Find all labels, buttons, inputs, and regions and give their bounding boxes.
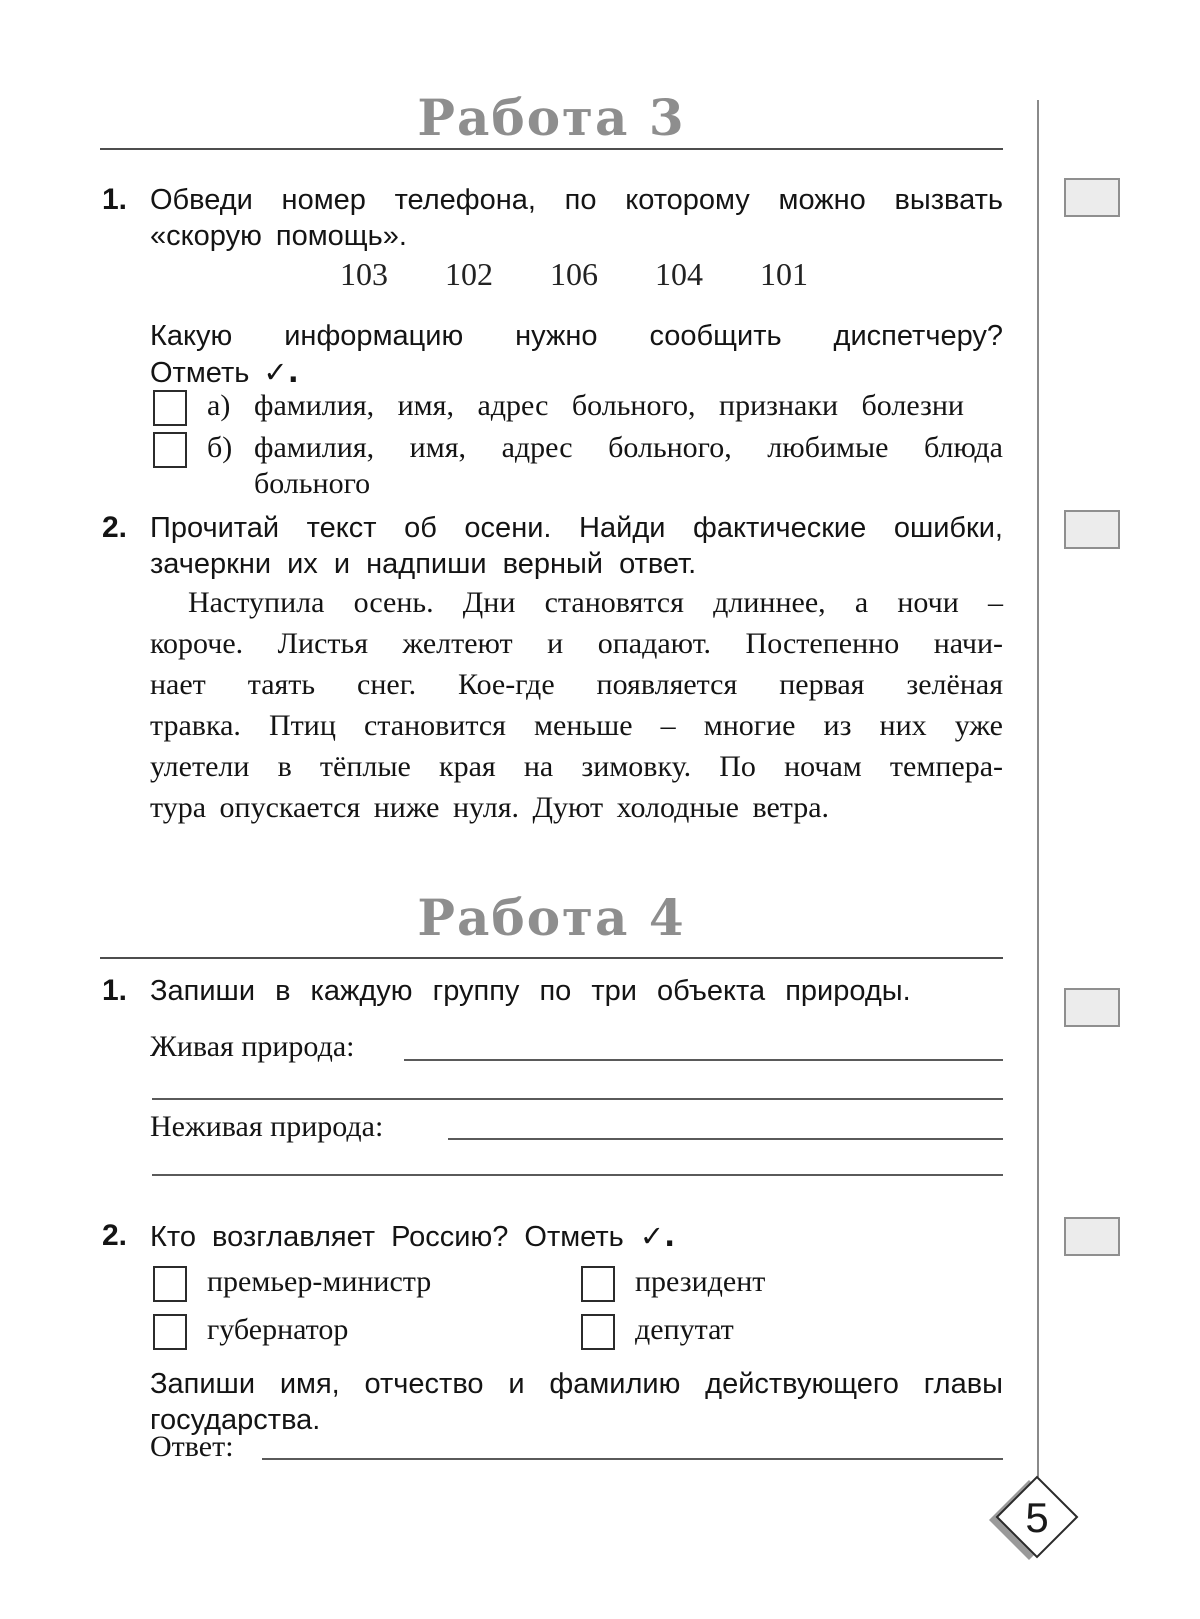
work3-task1-question [100, 318, 1003, 391]
phone-number-option[interactable]: 106 [550, 256, 598, 292]
checkbox[interactable] [581, 1266, 615, 1302]
margin-score-box[interactable] [1064, 1217, 1120, 1256]
page-number-text: 5 [1025, 1494, 1049, 1541]
options-row-2 [153, 1312, 1003, 1350]
task-text-line: зачеркни их и надпиши верный ответ. [150, 548, 697, 580]
checkbox[interactable] [581, 1314, 615, 1350]
option-premier [153, 1264, 581, 1302]
answer-blank-line[interactable] [404, 1059, 1003, 1061]
option-text: фамилия, имя, адрес больного, признаки болезни [254, 389, 964, 422]
option-row-a [153, 388, 1003, 426]
task-number: 1. [102, 974, 128, 1007]
nonliving-nature-label: Неживая природа: [150, 1110, 384, 1143]
answer-label: Ответ: [150, 1430, 234, 1463]
option-letter: а) [207, 389, 231, 422]
phone-number-option[interactable]: 103 [340, 256, 388, 292]
passage-line: короче. Листья желтеют и опадают. Постепенно начи- [150, 627, 1003, 660]
checkmark-glyph: ✓. [263, 355, 299, 389]
checkbox[interactable] [153, 390, 187, 426]
answer-blank-line[interactable] [262, 1458, 1003, 1460]
passage-line: улетели в тёплые края на зимовку. По ночам темпера- [150, 750, 1003, 783]
margin-score-box[interactable] [1064, 510, 1120, 549]
task-number: 2. [102, 511, 128, 544]
answer-blank-line[interactable] [152, 1174, 1003, 1176]
option-letter: б) [207, 431, 233, 464]
passage-line: нает таять снег. Кое-где появляется первая зелёная [150, 668, 1003, 701]
phone-number-option[interactable]: 104 [655, 256, 703, 292]
passage-line: тура опускается ниже нуля. Дуют холодные ветра. [150, 791, 830, 824]
page-number-diamond [985, 1465, 1089, 1569]
passage-line: Наступила осень. Дни становятся длиннее, а ночи – [188, 586, 1003, 619]
options-row-1 [153, 1264, 1003, 1302]
option-governor [153, 1312, 581, 1350]
phone-numbers-row [340, 256, 808, 293]
question-line: Отметь ✓. [150, 355, 299, 389]
question-line: Какую информацию нужно сообщить диспетчеру? [150, 320, 1003, 352]
reading-passage [150, 582, 1003, 828]
option-label: депутат [635, 1313, 734, 1346]
task-text-line: «скорую помощь». [150, 220, 407, 252]
task-number: 2. [102, 1219, 128, 1252]
work4-task1 [100, 973, 1003, 1009]
answer-blank-line[interactable] [152, 1098, 1003, 1100]
option-label: президент [635, 1265, 766, 1298]
option-row-b [153, 430, 1003, 502]
task-text-line: государства. [150, 1404, 321, 1436]
margin-score-box[interactable] [1064, 988, 1120, 1027]
work3-task1 [100, 182, 1003, 254]
work4-task2 [100, 1218, 1003, 1255]
work3-task2 [100, 510, 1003, 582]
checkbox[interactable] [153, 1266, 187, 1302]
task-text-line: Запиши в каждую группу по три объекта природы. [150, 975, 911, 1007]
living-nature-label: Живая природа: [150, 1030, 355, 1063]
work4-title-rule [100, 957, 1003, 959]
task-text-line: Прочитай текст об осени. Найди фактические ошибки, [150, 512, 1003, 544]
work3-title-rule [100, 148, 1003, 150]
option-text-line: фамилия, имя, адрес больного, любимые блюда [254, 431, 1003, 464]
answer-blank-line[interactable] [448, 1138, 1003, 1140]
checkmark-glyph: ✓. [639, 1219, 676, 1253]
passage-line: травка. Птиц становится меньше – многие из них уже [150, 709, 1003, 742]
work4-title: Работа 4 [417, 888, 686, 947]
option-text-line: больного [254, 467, 371, 500]
option-deputy [581, 1312, 734, 1350]
work4-task2-write [100, 1366, 1003, 1438]
work3-title: Работа 3 [417, 88, 686, 147]
checkbox[interactable] [153, 1314, 187, 1350]
checkbox[interactable] [153, 432, 187, 468]
margin-score-box[interactable] [1064, 178, 1120, 217]
task-text-line: Обведи номер телефона, по которому можно вызвать [150, 184, 1003, 216]
option-label: премьер-министр [207, 1265, 432, 1298]
phone-number-option[interactable]: 101 [760, 256, 808, 292]
task-number: 1. [102, 183, 128, 216]
task-text-line: Кто возглавляет Россию? Отметь ✓. [150, 1219, 676, 1253]
option-label: губернатор [207, 1313, 349, 1346]
task-text-line: Запиши имя, отчество и фамилию действующего главы [150, 1368, 1003, 1400]
option-president [581, 1264, 765, 1302]
margin-vertical-rule [1037, 100, 1039, 1477]
phone-number-option[interactable]: 102 [445, 256, 493, 292]
